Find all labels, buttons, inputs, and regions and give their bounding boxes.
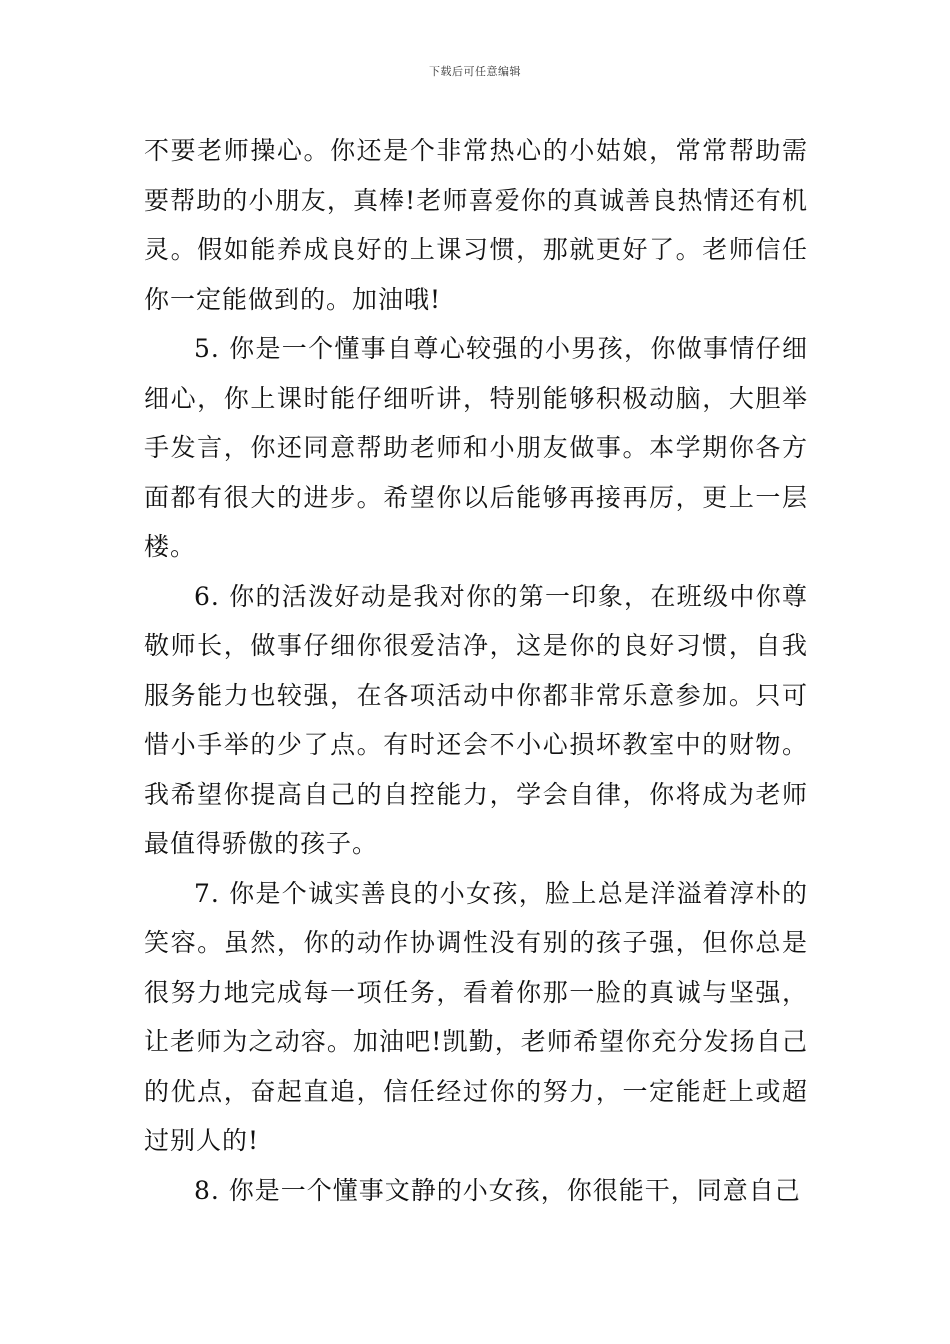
paragraph-comment-8: 8. 你是一个懂事文静的小女孩，你很能干，同意自己 xyxy=(194,1175,801,1205)
body-text xyxy=(144,126,808,1215)
page-header: 下载后可任意编辑 xyxy=(429,65,521,78)
paragraph-comment-7: 7. 你是个诚实善良的小女孩，脸上总是洋溢着淳朴的笑容。虽然，你的动作协调性没有别的孩子强，但你总是很努力地完成每一项任务，看着你那一脸的真诚与坚强，让老师为之动容。加油吧!凯勤，老师希望你充分发扬自己的优点，奋起直追，信任经过你的努力，一定能赶上或超过别人的! xyxy=(144,878,808,1155)
paragraph-comment-5: 5. 你是一个懂事自尊心较强的小男孩，你做事情仔细细心，你上课时能仔细听讲，特别能够积极动脑，大胆举手发言，你还同意帮助老师和小朋友做事。本学期你各方面都有很大的进步。希望你以后能够再接再厉，更上一层楼。 xyxy=(144,334,808,561)
paragraph-comment-6: 6. 你的活泼好动是我对你的第一印象，在班级中你尊敬师长，做事仔细你很爱洁净，这是你的良好习惯，自我服务能力也较强，在各项活动中你都非常乐意参加。只可惜小手举的少了点。有时还会不小心损坏教室中的财物。我希望你提高自己的自控能力，学会自律，你将成为老师最值得骄傲的孩子。 xyxy=(144,581,808,858)
paragraph-continuation: 不要老师操心。你还是个非常热心的小姑娘，常常帮助需要帮助的小朋友，真棒!老师喜爱你的真诚善良热情还有机灵。假如能养成良好的上课习惯，那就更好了。老师信任你一定能做到的。加油哦! xyxy=(144,136,808,314)
